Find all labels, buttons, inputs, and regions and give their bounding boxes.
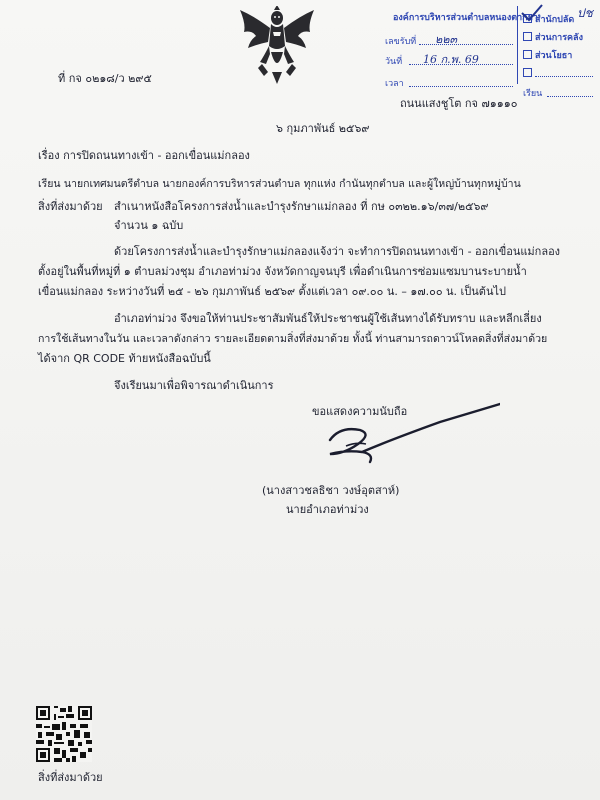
stamp-date-label: วันที่ [385, 57, 403, 67]
signature-icon [300, 400, 500, 480]
enclosure-label: สิ่งที่ส่งมาด้วย [38, 200, 103, 213]
para1-line3: เขื่อนแม่กลอง ระหว่างวันที่ ๒๕ - ๒๖ กุมภาพันธ์ ๒๕๖๙ ตั้งแต่เวลา ๐๙.๐๐ น. – ๑๗.๐๐ น. เป็นต้นไป [38, 285, 506, 298]
closing-salutation: ขอแสดงความนับถือ [312, 405, 408, 418]
enclosure-text: สำเนาหนังสือโครงการส่งน้ำและบำรุงรักษาแม่กลอง ที่ กษ ๐๓๒๒.๑๖/๓๗/๒๕๖๙ [114, 200, 489, 213]
recipient-line: เรียน นายกเทศมนตรีตำบล นายกองค์การบริหารส่วนตำบล ทุกแห่ง กำนันทุกตำบล และผู้ใหญ่บ้านทุกหมู่บ้าน [38, 178, 521, 190]
reference-number: ที่ กจ ๐๒๑๘/ว ๒๙๕ [58, 72, 152, 85]
checkbox-dept-4[interactable] [523, 68, 532, 77]
stamp-recv-no-label: เลขรับที่ [385, 37, 417, 47]
checkmark-icon [520, 4, 544, 22]
stamp-dept-2: ส่วนการคลัง [535, 33, 583, 43]
para2-line1: อำเภอท่าม่วง จึงขอให้ท่านประชาสัมพันธ์ให้ประชาชนผู้ใช้เส้นทางได้รับทราบ และหลีกเลี่ยง [114, 312, 542, 325]
para1-line2: ตั้งอยู่ในพื้นที่หมู่ที่ ๑ ตำบลม่วงชุม อำเภอท่าม่วง จังหวัดกาญจนบุรี เพื่อดำเนินการซ่อมแซมบานระบายน้ำ [38, 265, 527, 278]
garuda-emblem-icon [236, 6, 318, 86]
checkbox-dept-2[interactable] [523, 32, 532, 41]
stamp-recv-no: ๒๒๓ [435, 33, 458, 46]
document-date: ๖ กุมภาพันธ์ ๒๕๖๙ [276, 122, 370, 135]
enclosure-count: จำนวน ๑ ฉบับ [114, 219, 184, 232]
para2-line3: ได้จาก QR CODE ท้ายหนังสือฉบับนี้ [38, 352, 211, 365]
qr-code-icon [36, 706, 92, 762]
checkbox-dept-3[interactable] [523, 50, 532, 59]
sender-address: ถนนแสงชูโต กจ ๗๑๑๑๐ [400, 97, 518, 110]
stamp-time-label: เวลา [385, 79, 404, 89]
stamp-handwritten-mark: ปช [577, 6, 593, 20]
footer-enclosure-label: สิ่งที่ส่งมาด้วย [38, 771, 103, 784]
subject-line: เรื่อง การปิดถนนทางเข้า - ออกเขื่อนแม่กลอง [38, 149, 250, 162]
stamp-org: องค์การบริหารส่วนตำบลหนองตากยา [393, 13, 538, 23]
signer-title: นายอำเภอท่าม่วง [286, 503, 369, 516]
stamp-date: 16 ก.พ. 69 [423, 53, 479, 66]
para2-line2: การใช้เส้นทางในวัน และเวลาดังกล่าว รายละเอียดตามสิ่งที่ส่งมาด้วย ทั้งนี้ ท่านสามารถดาวน์โหลดสิ่งที่ส่งมาด้วย [38, 333, 548, 345]
stamp-dept-1: สำนักปลัด [535, 15, 575, 25]
signer-name: (นางสาวชลธิชา วงษ์อุตสาห์) [262, 484, 400, 497]
stamp-dept-3: ส่วนโยธา [535, 51, 573, 61]
closing-request: จึงเรียนมาเพื่อพิจารณาดำเนินการ [114, 379, 274, 392]
para1-line1: ด้วยโครงการส่งน้ำและบำรุงรักษาแม่กลองแจ้งว่า จะทำการปิดถนนทางเข้า - ออกเขื่อนแม่กลอง [114, 245, 561, 258]
stamp-to-label: เรียน [523, 89, 543, 99]
